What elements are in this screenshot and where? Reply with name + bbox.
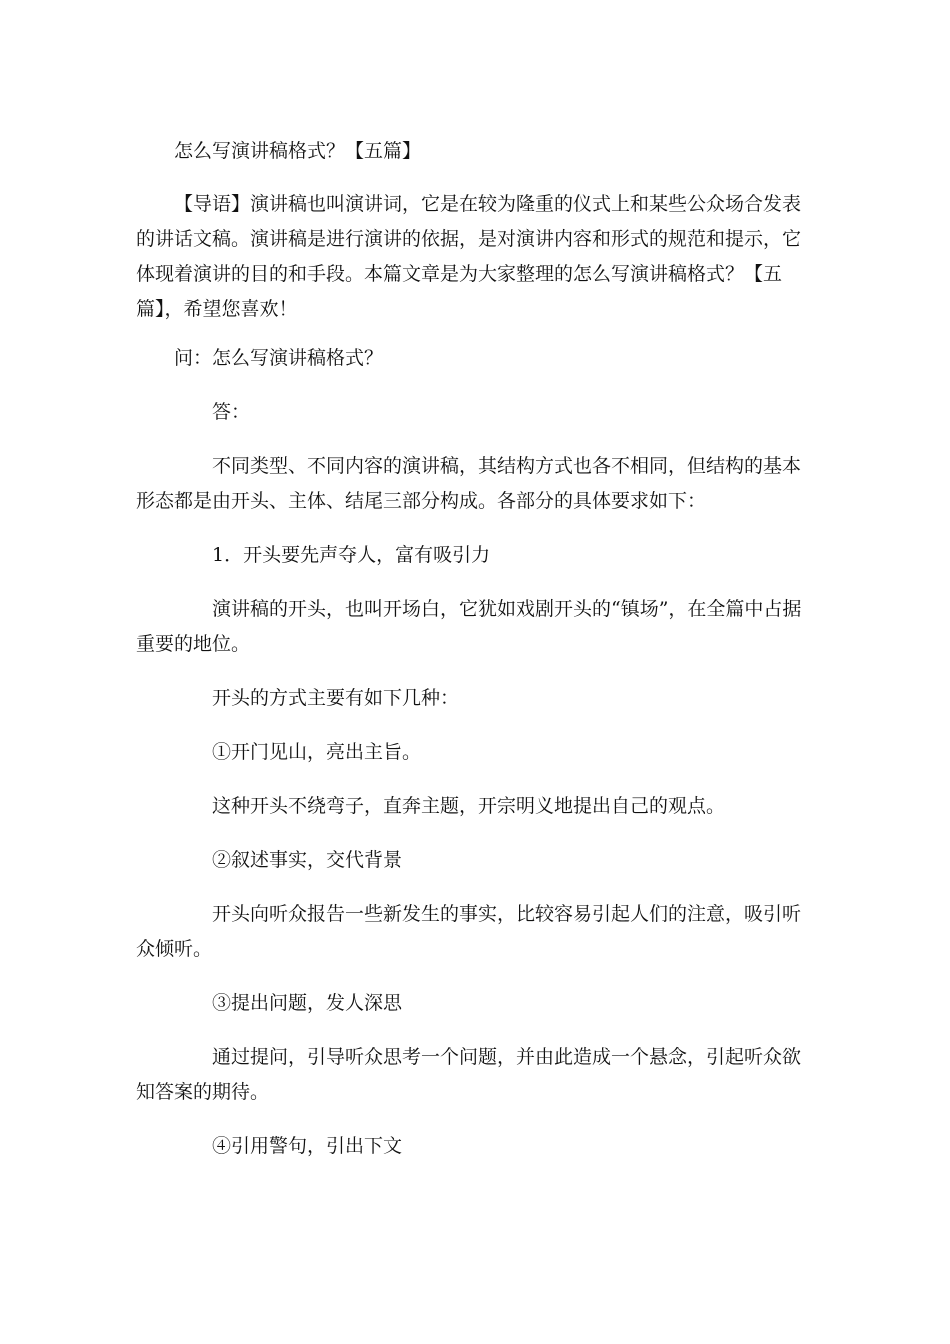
structure-paragraph: 不同类型、不同内容的演讲稿，其结构方式也各不相同，但结构的基本形态都是由开头、主体、结尾三部分构成。各部分的具体要求如下： [136,455,802,512]
method-item-2: ②叙述事实，交代背景 [212,849,403,871]
opening-description: 演讲稿的开头，也叫开场白，它犹如戏剧开头的“镇场”，在全篇中占据重要的地位。 [136,598,802,655]
answer-label: 答： [212,401,251,423]
method-item-3: ③提出问题，发人深思 [212,992,403,1014]
opening-methods-intro: 开头的方式主要有如下几种： [212,687,460,709]
section-heading-opening: 1．开头要先声夺人，富有吸引力 [212,544,491,566]
intro-paragraph: 【导语】演讲稿也叫演讲词，它是在较为隆重的仪式上和某些公众场合发表的讲话文稿。演讲稿是进行演讲的依据，是对演讲内容和形式的规范和提示，它体现着演讲的目的和手段。本篇文章是为大家整理的怎么写演讲稿格式？【五篇】，希望您喜欢！ [136,193,802,320]
method-item-4: ④引用警句，引出下文 [212,1135,403,1157]
question-paragraph: 问：怎么写演讲稿格式？ [174,347,384,369]
method-item-2-description: 开头向听众报告一些新发生的事实，比较容易引起人们的注意，吸引听众倾听。 [136,903,802,960]
method-item-1: ①开门见山，亮出主旨。 [212,741,422,763]
method-item-1-description: 这种开头不绕弯子，直奔主题，开宗明义地提出自己的观点。 [212,795,726,817]
method-item-3-description: 通过提问，引导听众思考一个问题，并由此造成一个悬念，引起听众欲知答案的期待。 [136,1046,802,1103]
document-title: 怎么写演讲稿格式？【五篇】 [174,140,422,162]
